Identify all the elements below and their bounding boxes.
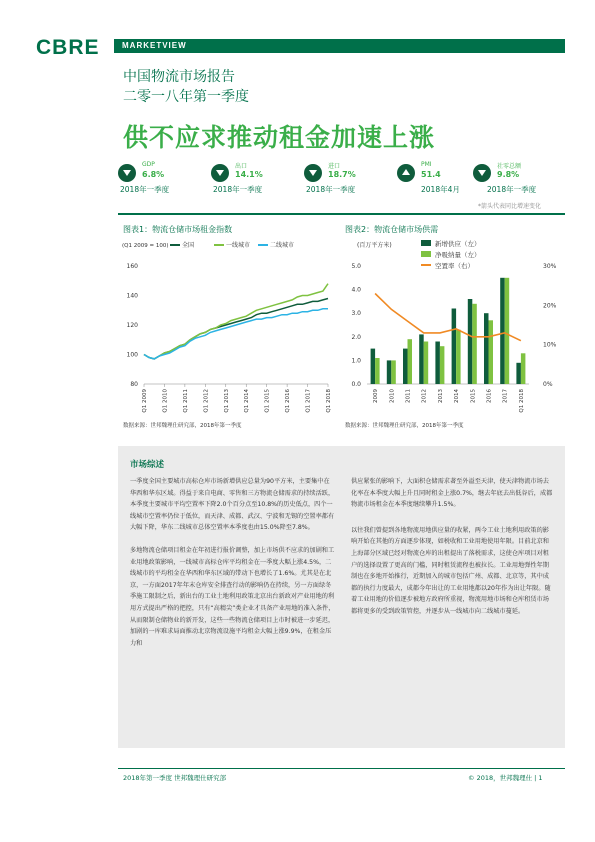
y-tick-label: 100 bbox=[126, 351, 138, 359]
bar bbox=[408, 339, 413, 384]
legend-swatch bbox=[421, 240, 431, 246]
headline: 供不应求推动租金加速上涨 bbox=[123, 123, 436, 152]
y-tick-label: 2.0 bbox=[351, 333, 361, 341]
x-tick-label: 2012 bbox=[421, 389, 428, 403]
bar bbox=[516, 363, 521, 384]
y-axis-label: (百万平方米) bbox=[357, 242, 392, 249]
kpi-value: 6.8% bbox=[142, 170, 165, 179]
bar bbox=[452, 309, 457, 385]
y2-tick-label: 0% bbox=[543, 381, 553, 388]
paragraph: 多地物流仓储项目租金在年初进行报价调整，加上市场供不应求的加剧和工业用地政策影响，一线城市高标仓库平均租金在一季度大幅上涨4.5%，二线城市的平均租金在华西和华东区域的带动下也增长了1.6%。尤其是在北京，一方面2017年年末仓库安全排查行动的影响仍在持续，另一方面绿冬季施工限制之后，新出台的工业土地利用政策北京出台新政对产业用地的利用方式提出严格的把控，只有“高精尖”类企业才具备产业用地的准入条件，从而限制仓储物业的新开发，这些一些物流仓储项目上市时被进一步延迟，加剧的一库难求局面推动北京物流设施平均租金大幅上涨9.9%，在租金压力和 bbox=[130, 546, 335, 647]
x-tick-label: Q1 2018 bbox=[518, 389, 525, 413]
summary-heading: 市场综述 bbox=[130, 460, 165, 470]
kpi-label: 出口 bbox=[235, 163, 248, 170]
y2-tick-label: 30% bbox=[543, 263, 557, 270]
y-tick-label: 140 bbox=[126, 292, 138, 300]
arrow-down-icon bbox=[118, 164, 136, 182]
x-tick-label: 2011 bbox=[405, 389, 412, 403]
x-tick-label: Q1 2015 bbox=[264, 389, 271, 413]
figure1-title: 图表1：物流仓储市场租金指数 bbox=[123, 225, 233, 234]
kpi-label: 进口 bbox=[328, 163, 341, 170]
arrow-down-icon bbox=[473, 164, 491, 182]
section-divider bbox=[118, 213, 565, 215]
cbre-logo: CBRE bbox=[36, 36, 100, 59]
x-tick-label: Q1 2009 bbox=[142, 389, 148, 413]
bar bbox=[484, 313, 489, 384]
bar bbox=[468, 299, 473, 384]
bar bbox=[489, 320, 494, 384]
y-tick-label: 160 bbox=[126, 263, 138, 270]
kpi-period: 2018年一季度 bbox=[213, 185, 263, 194]
bar bbox=[387, 360, 392, 384]
paragraph: 以往我们曾提到各地物流用地供应量的收紧，两今工业土地利用政策的影响开始在其他的方面逐步体现，如税收和工业用地使用年限。目前北京和上海部分区域已经对物流仓库的出租提出了落税需求，这使仓库项目对租户的选择设置了更高的门槛，同时租赁流程也被拉长。工业用地弹性年期制也在多地开始推行，近期加入的城市包括广州、成都、北京等，其中成都的执行力度最大，成都今年出让的工业用地都以20年作为出让年限。随着工业用地的价值逐步被地方政府所重视，物流用地市场和仓库租赁市场都将更多的受到政策管控，并逐步从一线城市向二线城市蔓延。 bbox=[351, 526, 551, 615]
arrow-down-icon bbox=[211, 164, 229, 182]
arrow-down-icon bbox=[304, 164, 322, 182]
bar bbox=[472, 304, 477, 384]
kpi-import bbox=[304, 160, 399, 200]
kpi-retail bbox=[473, 160, 568, 200]
summary-col-2 bbox=[351, 476, 555, 618]
report-title: 中国物流市场报告 bbox=[123, 69, 235, 85]
paragraph: 一季度全国主要城市高标仓库市场新增供应总量为90平方米，主要集中在华西和华东区域。得益于来自电商、零售和三方物流仓储需求的持续活跃，本季度主要城市平均空置率下降2.0个百分点至10.8%的历史低点，四个一线城市空置率仍位于低位，而天津、成都、武汉、宁波和无锡的空置率都有大幅下降，华东二线城市总体空置率本季度也由15.0%降至7.8%。 bbox=[130, 478, 335, 532]
y-axis-label: (Q1 2009 = 100) bbox=[122, 243, 169, 249]
paragraph: 供应紧张的影响下，大面积仓储需求著至外溢至天津，使天津物流市场去化率在本季度大幅上升且同时租金上涨0.7%，继去年底去出低谷后，成都物流市场租金在本季度继续攀升1.5%。 bbox=[351, 478, 553, 509]
footer-right: © 2018，世邦魏理仕 | 1 bbox=[468, 774, 543, 782]
x-tick-label: Q1 2017 bbox=[305, 389, 312, 413]
y2-tick-label: 10% bbox=[543, 341, 557, 349]
market-summary bbox=[118, 446, 565, 748]
kpi-label: GDP bbox=[142, 161, 155, 168]
legend-swatch bbox=[421, 251, 431, 257]
legend-label: 二线城市 bbox=[270, 242, 295, 249]
y2-tick-label: 20% bbox=[543, 302, 557, 310]
marketview-label: MARKETVIEW bbox=[122, 41, 187, 50]
x-tick-label: 2010 bbox=[389, 389, 396, 403]
kpi-gdp bbox=[118, 160, 213, 200]
figure2-title: 图表2：物流仓储市场供需 bbox=[345, 225, 439, 234]
y-tick-label: 5.0 bbox=[351, 263, 361, 270]
y-tick-label: 4.0 bbox=[351, 286, 361, 294]
y-tick-label: 1.0 bbox=[351, 357, 361, 365]
rent-index-chart bbox=[118, 236, 338, 420]
legend-label: 全国 bbox=[182, 242, 195, 249]
kpi-export bbox=[211, 160, 306, 200]
bar bbox=[500, 278, 505, 384]
bar bbox=[440, 346, 445, 384]
kpi-value: 18.7% bbox=[328, 170, 356, 179]
y-tick-label: 80 bbox=[130, 381, 138, 388]
kpi-period: 2018年一季度 bbox=[306, 185, 356, 194]
summary-col-1 bbox=[130, 476, 335, 649]
x-tick-label: Q1 2018 bbox=[326, 389, 332, 413]
x-tick-label: 2016 bbox=[486, 389, 493, 403]
kpi-label: 社零总额 bbox=[497, 163, 522, 170]
figure2-source: 数据来源：世邦魏理仕研究部，2018年第一季度 bbox=[345, 423, 464, 429]
kpi-value: 51.4 bbox=[421, 170, 441, 179]
x-tick-label: 2015 bbox=[470, 389, 477, 403]
bar bbox=[424, 342, 429, 385]
x-tick-label: 2009 bbox=[373, 389, 380, 403]
y-tick-label: 120 bbox=[126, 322, 138, 329]
x-tick-label: Q1 2016 bbox=[285, 389, 292, 413]
marketview-banner bbox=[114, 39, 565, 53]
x-tick-label: Q1 2012 bbox=[203, 389, 210, 413]
bar bbox=[371, 349, 376, 384]
legend-label: 空置率（右） bbox=[435, 262, 474, 270]
kpi-period: 2018年一季度 bbox=[120, 185, 170, 194]
bar bbox=[521, 353, 526, 384]
legend-label: 净吸纳量（左） bbox=[435, 251, 481, 259]
report-period: 二零一八年第一季度 bbox=[123, 89, 249, 105]
y-tick-label: 3.0 bbox=[351, 310, 361, 318]
kpi-period: 2018年4月 bbox=[421, 185, 460, 194]
bar bbox=[435, 342, 440, 385]
x-tick-label: Q1 2014 bbox=[244, 389, 251, 413]
vacancy-line bbox=[375, 294, 521, 341]
figure1-source: 数据来源：世邦魏理仕研究部，2018年第一季度 bbox=[123, 423, 242, 429]
kpi-strip bbox=[118, 160, 568, 200]
x-tick-label: 2014 bbox=[454, 389, 461, 403]
kpi-note: *箭头代表同比增速变化 bbox=[478, 203, 542, 210]
x-tick-label: Q1 2010 bbox=[162, 389, 169, 413]
x-tick-label: Q1 2013 bbox=[223, 389, 230, 413]
kpi-value: 14.1% bbox=[235, 170, 263, 179]
legend-label: 新增供应（左） bbox=[435, 240, 481, 248]
x-tick-label: 2013 bbox=[437, 389, 444, 403]
x-tick-label: Q1 2011 bbox=[182, 389, 189, 413]
supply-demand-chart bbox=[343, 236, 565, 420]
x-tick-label: 2017 bbox=[502, 389, 509, 403]
arrow-up-icon bbox=[397, 164, 415, 182]
bar bbox=[375, 358, 380, 384]
footer-rule bbox=[118, 768, 565, 769]
bar bbox=[391, 360, 396, 384]
footer-left: 2018年第一季度 世邦魏理仕研究部 bbox=[123, 774, 227, 782]
y-tick-label: 0.0 bbox=[351, 381, 361, 388]
bar bbox=[456, 330, 461, 384]
bar bbox=[505, 278, 510, 384]
legend-label: 一线城市 bbox=[226, 242, 251, 249]
kpi-period: 2018年一季度 bbox=[487, 185, 537, 194]
series-line bbox=[144, 309, 328, 359]
bar bbox=[403, 349, 408, 384]
bar bbox=[419, 334, 424, 384]
kpi-value: 9.8% bbox=[497, 170, 520, 179]
kpi-label: PMI bbox=[421, 161, 432, 168]
